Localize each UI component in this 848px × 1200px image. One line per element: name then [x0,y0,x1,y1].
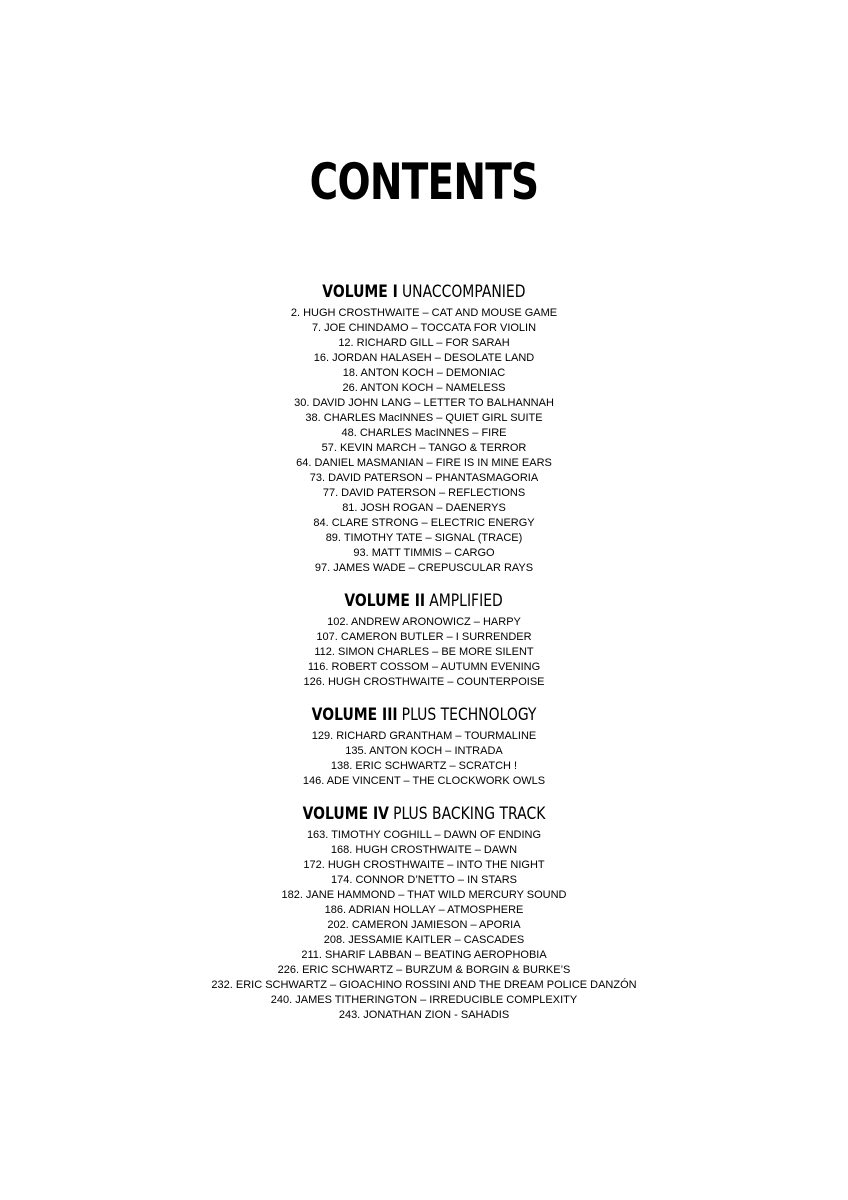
toc-entry: 211. SHARIF LABBAN – BEATING AEROPHOBIA [301,949,547,961]
toc-entry: 12. RICHARD GILL – FOR SARAH [338,337,510,349]
toc-entry: 243. JONATHAN ZION - SAHADIS [338,1009,510,1021]
toc-entry: 129. RICHARD GRANTHAM – TOURMALINE [311,730,537,742]
toc-entry: 174. CONNOR D’NETTO – IN STARS [330,874,518,886]
toc-entry: 30. DAVID JOHN LANG – LETTER TO BALHANNAH [294,397,554,409]
section-heading [0,588,848,615]
section-volume-4 [0,801,848,1023]
table-of-contents [0,279,848,1023]
toc-entry: 64. DANIEL MASMANIAN – FIRE IS IN MINE EARS [296,457,552,469]
toc-entry: 84. CLARE STRONG – ELECTRIC ENERGY [313,517,535,529]
toc-entry: 172. HUGH CROSTHWAITE – INTO THE NIGHT [303,859,545,871]
toc-entry: 138. ERIC SCHWARTZ – SCRATCH ! [330,760,518,772]
entry-list [0,615,848,690]
volume-label: VOLUME III [311,705,398,725]
volume-label: VOLUME II [344,591,426,611]
toc-entry: 202. CAMERON JAMIESON – APORIA [327,919,521,931]
toc-entry: 48. CHARLES MacINNES – FIRE [341,427,507,439]
toc-entry: 232. ERIC SCHWARTZ – GIOACHINO ROSSINI AND THE DREAM POLICE DANZÓN [211,979,637,991]
section-volume-1 [0,279,848,576]
entry-list [0,828,848,1023]
toc-entry: 102. ANDREW ARONOWICZ – HARPY [327,616,521,628]
volume-subtitle: PLUS TECHNOLOGY [401,705,537,725]
section-volume-2 [0,588,848,690]
toc-entry: 97. JAMES WADE – CREPUSCULAR RAYS [314,562,534,574]
toc-entry: 226. ERIC SCHWARTZ – BURZUM & BORGIN & BURKE’S [277,964,571,976]
toc-entry: 112. SIMON CHARLES – BE MORE SILENT [314,646,534,658]
volume-label: VOLUME IV [302,804,389,824]
toc-entry: 163. TIMOTHY COGHILL – DAWN OF ENDING [306,829,542,841]
toc-entry: 77. DAVID PATERSON – REFLECTIONS [322,487,526,499]
toc-entry: 116. ROBERT COSSOM – AUTUMN EVENING [307,661,541,673]
volume-subtitle: AMPLIFIED [429,591,504,611]
toc-entry: 26. ANTON KOCH – NAMELESS [342,382,506,394]
toc-entry: 186. ADRIAN HOLLAY – ATMOSPHERE [324,904,524,916]
toc-entry: 182. JANE HAMMOND – THAT WILD MERCURY SOUND [281,889,567,901]
toc-entry: 2. HUGH CROSTHWAITE – CAT AND MOUSE GAME [290,307,558,319]
toc-entry: 93. MATT TIMMIS – CARGO [353,547,495,559]
toc-entry: 89. TIMOTHY TATE – SIGNAL (TRACE) [325,532,523,544]
toc-entry: 168. HUGH CROSTHWAITE – DAWN [330,844,518,856]
toc-entry: 16. JORDAN HALASEH – DESOLATE LAND [313,352,535,364]
toc-entry: 81. JOSH ROGAN – DAENERYS [342,502,506,514]
toc-entry: 146. ADE VINCENT – THE CLOCKWORK OWLS [302,775,546,787]
page-title: CONTENTS [309,152,539,211]
toc-entry: 57. KEVIN MARCH – TANGO & TERROR [321,442,527,454]
entry-list [0,306,848,576]
volume-subtitle: UNACCOMPANIED [402,282,526,302]
toc-entry: 135. ANTON KOCH – INTRADA [345,745,503,757]
section-heading [0,702,848,729]
volume-subtitle: PLUS BACKING TRACK [393,804,546,824]
toc-entry: 107. CAMERON BUTLER – I SURRENDER [316,631,532,643]
toc-entry: 126. HUGH CROSTHWAITE – COUNTERPOISE [303,676,545,688]
toc-entry: 18. ANTON KOCH – DEMONIAC [342,367,506,379]
section-volume-3 [0,702,848,789]
toc-entry: 240. JAMES TITHERINGTON – IRREDUCIBLE COMPLEXITY [270,994,578,1006]
entry-list [0,729,848,789]
toc-entry: 7. JOE CHINDAMO – TOCCATA FOR VIOLIN [311,322,537,334]
toc-entry: 208. JESSAMIE KAITLER – CASCADES [323,934,525,946]
volume-label: VOLUME I [322,282,398,302]
toc-entry: 73. DAVID PATERSON – PHANTASMAGORIA [309,472,539,484]
section-heading [0,279,848,306]
section-heading [0,801,848,828]
toc-entry: 38. CHARLES MacINNES – QUIET GIRL SUITE [305,412,543,424]
